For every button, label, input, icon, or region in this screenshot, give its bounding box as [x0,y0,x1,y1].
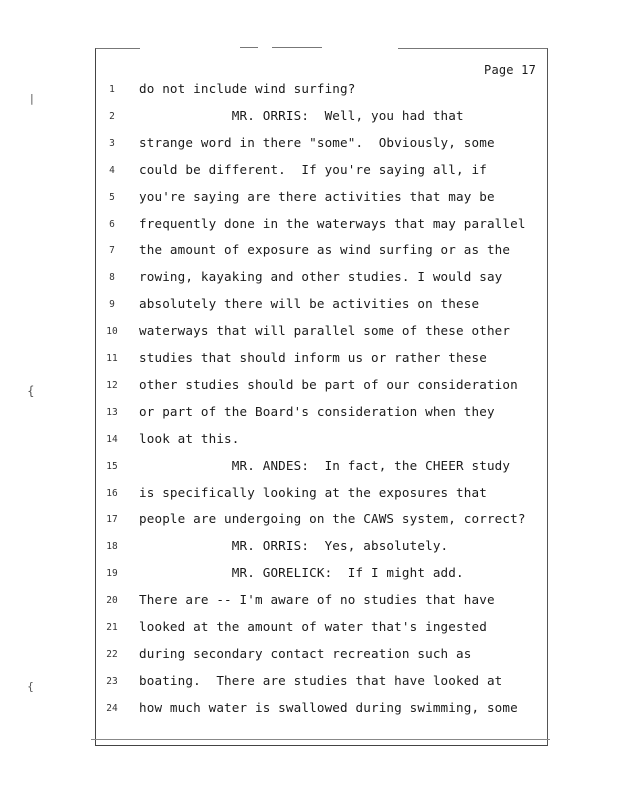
transcript-line-text: look at this. [139,430,240,446]
transcript-line-text: There are -- I'm aware of no studies that have [139,592,495,608]
transcript-line-text: frequently done in the waterways that may parallel [139,215,526,231]
transcript-line-text: looked at the amount of water that's ingested [139,619,487,634]
transcript-line-text: during secondary contact recreation such as [139,645,472,661]
line-number: 7 [109,245,115,257]
transcript-line-text: boating. There are studies that have looked at [139,672,503,688]
line-number: 23 [106,675,118,687]
line-number: 8 [109,272,115,284]
line-number: 6 [109,218,115,230]
transcript-page-border [95,48,548,746]
transcript-line-text: absolutely there will be activities on these [139,296,480,312]
transcript-line-text: could be different. If you're saying all, if [139,161,487,177]
line-number: 4 [109,164,115,176]
transcript-line-text: MR. ORRIS: Yes, absolutely. [139,538,449,554]
top-border-fragment [272,47,322,48]
line-number: 1 [109,84,115,95]
transcript-line-text: MR. ANDES: In fact, the CHEER study [139,457,511,473]
line-number: 3 [109,137,115,149]
transcript-line-text: people are undergoing on the CAWS system, correct? [139,511,526,527]
line-number: 5 [109,191,115,203]
line-number: 16 [106,487,118,499]
line-number: 21 [106,622,118,633]
line-number: 12 [106,379,118,391]
transcript-line-text: is specifically looking at the exposures that [139,484,487,500]
transcript-line-text: or part of the Board's consideration when they [139,403,495,419]
line-number: 22 [106,648,118,660]
line-number: 11 [106,353,118,364]
line-number: 17 [106,514,118,526]
transcript-line-text: the amount of exposure as wind surfing or as the [139,242,511,258]
page-bottom-rule [91,739,550,740]
line-number: 10 [106,326,118,338]
transcript-line-text: how much water is swallowed during swimming, some [139,699,518,715]
transcript-line-text: MR. ORRIS: Well, you had that [139,107,464,123]
line-number: 20 [106,595,118,607]
line-number: 9 [109,299,115,311]
transcript-line-text: MR. GORELICK: If I might add. [139,565,464,581]
line-number: 15 [106,460,118,472]
line-number: 18 [106,541,118,553]
line-number: 2 [109,110,115,122]
line-number: 24 [106,702,118,714]
transcript-line-text: strange word in there "some". Obviously, some [139,134,495,150]
transcript-line-text: you're saying are there activities that may be [139,188,495,204]
margin-scan-mark: { [27,384,35,398]
top-border-gap [140,45,398,51]
transcript-line-text: do not include wind surfing? [139,81,356,96]
line-number: 14 [106,433,118,445]
page-number: Page 17 [484,63,536,77]
line-number: 19 [106,568,118,580]
margin-scan-mark: { [27,680,34,693]
transcript-line-text: studies that should inform us or rather these [139,350,487,365]
margin-scan-mark: | [30,92,34,105]
transcript-line-text: other studies should be part of our consideration [139,376,518,392]
transcript-line-text: waterways that will parallel some of these other [139,323,511,339]
top-border-fragment [240,47,258,48]
transcript-line-text: rowing, kayaking and other studies. I would say [139,269,503,285]
line-number: 13 [106,406,118,418]
